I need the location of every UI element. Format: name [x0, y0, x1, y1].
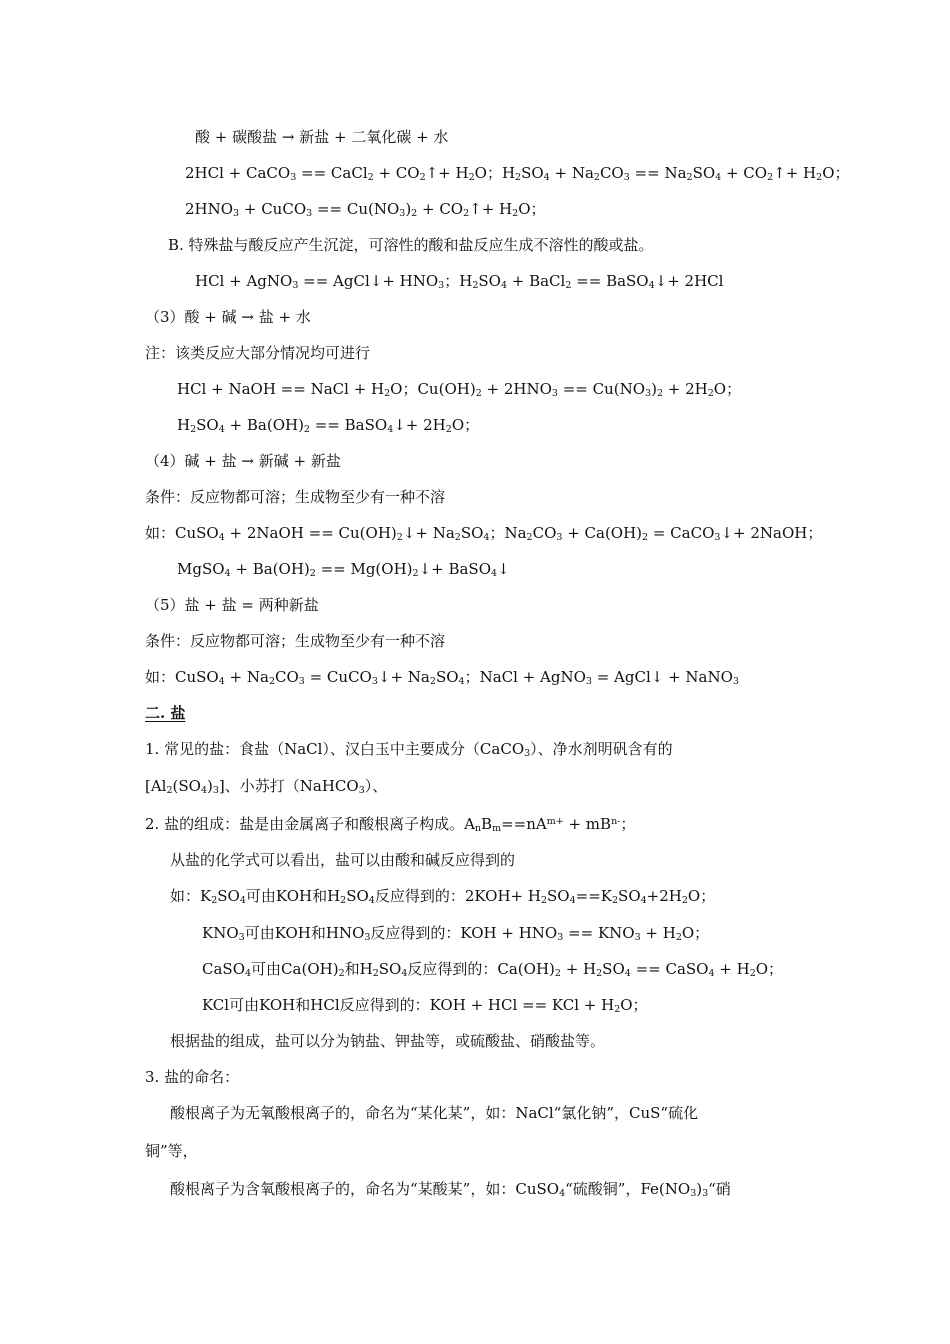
text-line-special-salt-eq: HCl + AgNO$_3$ == AgCl↓+ $HNO_3$；$H_2SO_4$ + BaCl$_2$ == BaSO$_4$↓+ 2HCl	[195, 272, 724, 291]
text-line-acid-base-eq1: HCl + NaOH == NaCl + $H_2O$；$Cu(OH)_2 + 2HNO_3 == Cu(NO_3)_2 + 2H_2O$；	[177, 380, 742, 399]
text-line-k2so4-example: 如：$K_2SO_4$可由KOH和$H_2SO_4$反应得到的：$2KOH+ H_2SO_4==K_2SO_4+2H_2O$；	[170, 887, 716, 906]
text-line-salt-formula-note: 从盐的化学式可以看出，盐可以由酸和碱反应得到的	[170, 851, 516, 869]
text-line-acid-base-eq2: $H_2SO_4 + Ba(OH)_2$ == BaSO$_4$↓+ $2H_2O$；	[177, 416, 480, 435]
text-line-kno3-example: $KNO_3$可由KOH和$HNO_3$反应得到的：KOH + $HNO_3 == KNO_3 + H_2O$；	[202, 924, 710, 943]
text-line-salt-classification: 根据盐的组成，盐可以分为钠盐、钾盐等，或硫酸盐、硝酸盐等。	[170, 1032, 606, 1050]
text-line-oxygen-free-naming-1: 酸根离子为无氧酸根离子的，命名为“某化某”，如：NaCl“氯化钠”，CuS“硫化	[170, 1104, 699, 1122]
text-line-oxygen-free-naming-2: 铜”等，	[145, 1142, 198, 1160]
text-line-salt-composition: 2. 盐的组成：盐是由金属离子和酸根离子构成。$A_nB_m==nA^{m+} + mB^{n-}$；	[145, 815, 636, 834]
text-line-salt-salt-eq: 如：CuSO$_4$ + $Na_2CO_3$ = CuCO$_3$↓+ $Na_2SO_4$；NaCl + AgNO$_3$ = AgCl↓ + NaNO$_3$	[145, 668, 739, 687]
text-line-section-salt-heading: 二. 盐	[145, 704, 186, 722]
text-line-base-salt-condition: 条件：反应物都可溶；生成物至少有一种不溶	[145, 488, 446, 506]
text-line-salt-naming-heading: 3. 盐的命名：	[145, 1068, 240, 1086]
text-line-acid-carbonate-rule: 酸 + 碳酸盐 → 新盐 + 二氧化碳 + 水	[195, 128, 449, 146]
text-line-common-salts-2: $[Al_2(SO_4)_3]$、小苏打（NaHCO$_3$）、	[145, 777, 388, 796]
text-line-acid-base-heading: （3）酸 + 碱 → 盐 + 水	[145, 308, 311, 326]
text-line-special-salt-note: B. 特殊盐与酸反应产生沉淀，可溶性的酸和盐反应生成不溶性的酸或盐。	[168, 236, 654, 254]
text-line-salt-salt-condition: 条件：反应物都可溶；生成物至少有一种不溶	[145, 632, 446, 650]
text-line-caso4-example: CaSO$_4$可由$Ca(OH)_2$和$H_2SO_4$反应得到的：$Ca(OH)_2 + H_2SO_4$ == CaSO$_4$ + $H_2O$；	[202, 960, 784, 979]
text-line-acid-carbonate-eq2: $2HNO_3$ + CuCO$_3$ == $Cu(NO_3)_2$ + $CO_2↑+ H_2O$；	[185, 200, 546, 219]
text-line-base-salt-eq1: 如：CuSO$_4$ + 2NaOH == $Cu(OH)_2↓+ Na_2SO_4$；$Na_2CO_3 + Ca(OH)_2$ = CaCO$_3$↓+ 2NaOH；	[145, 524, 823, 543]
text-line-base-salt-eq2: MgSO$_4$ + $Ba(OH)_2$ == $Mg(OH)_2↓+$ BaSO$_4$↓	[177, 560, 510, 579]
text-line-acid-base-note: 注：该类反应大部分情况均可进行	[145, 344, 371, 362]
text-line-salt-salt-heading: （5）盐 + 盐 = 两种新盐	[145, 596, 319, 614]
text-line-acid-carbonate-eq1: 2HCl + CaCO$_3$ == CaCl$_2$ + $CO_2↑+ H_2O$；$H_2SO_4 + Na_2CO_3 == Na_2SO_4$ + $CO_2↑+ H_2O$；	[185, 164, 850, 183]
text-line-common-salts-1: 1. 常见的盐：食盐（NaCl）、汉白玉中主要成分（CaCO$_3$）、净水剂明矾含有的	[145, 740, 673, 759]
text-line-base-salt-heading: （4）碱 + 盐 → 新碱 + 新盐	[145, 452, 341, 470]
text-line-oxy-acid-naming: 酸根离子为含氧酸根离子的，命名为“某酸某”，如：CuSO$_4$“硫酸铜”，$Fe(NO_3)_3“$硝	[170, 1180, 731, 1199]
text-line-kcl-example: KCl可由KOH和HCl反应得到的：KOH + HCl == KCl + $H_2O$；	[202, 996, 648, 1015]
